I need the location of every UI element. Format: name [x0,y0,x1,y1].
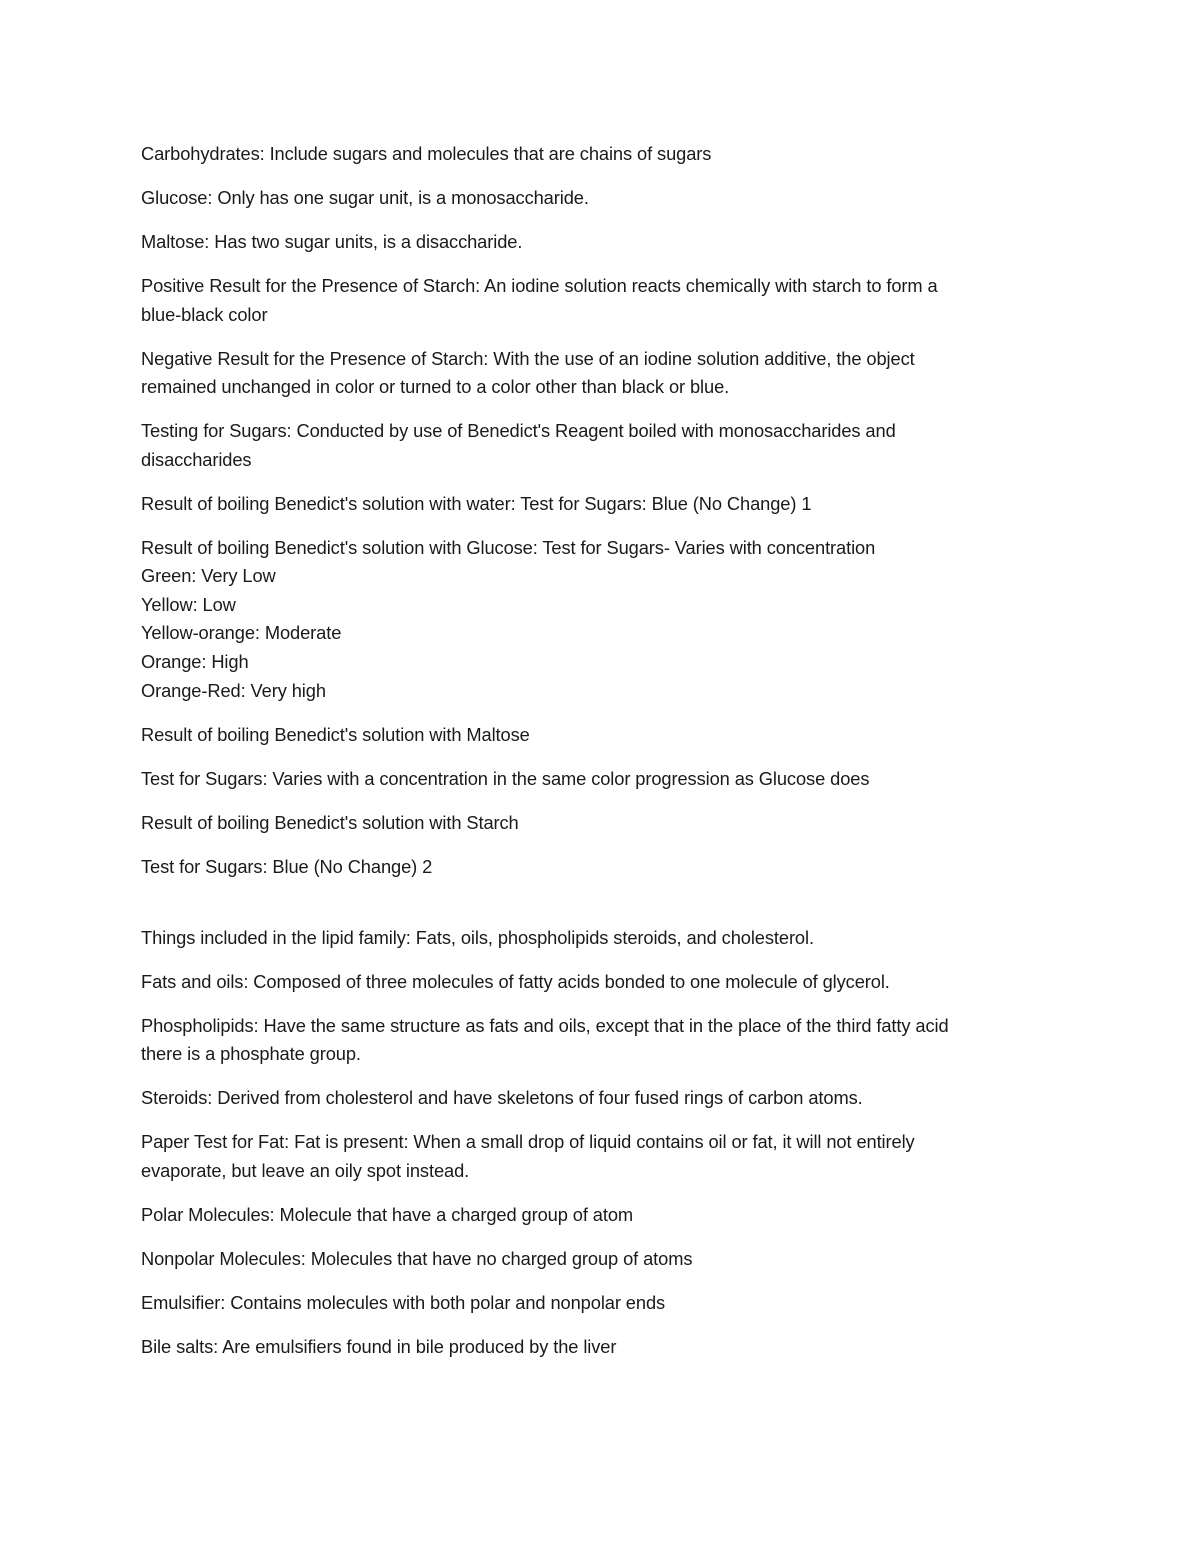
paragraph [141,1128,1041,1185]
paragraph [141,1289,1041,1318]
text-line: Result of boiling Benedict's solution with water: Test for Sugars: Blue (No Change) 1 [141,492,812,514]
paragraph [141,490,1041,519]
paragraph [141,1012,1041,1069]
text-line: Testing for Sugars: Conducted by use of Benedict's Reagent boiled with monosaccharides and [141,420,896,442]
text-line: Positive Result for the Presence of Starch: An iodine solution reacts chemically with starch to form a [141,274,938,296]
paragraph [141,809,1041,838]
section-lipids [141,924,1041,1362]
text-line: Things included in the lipid family: Fats, oils, phospholipids steroids, and cholesterol. [141,926,814,948]
section-gap [141,897,1041,924]
text-line: Nonpolar Molecules: Molecules that have no charged group of atoms [141,1247,693,1269]
text-line: Orange: High [141,651,249,673]
text-line: Yellow: Low [141,593,236,615]
paragraph [141,1333,1041,1362]
text-line: there is a phosphate group. [141,1043,361,1065]
paragraph [141,853,1041,882]
paragraph [141,272,1041,329]
paragraph [141,184,1041,213]
text-line: Negative Result for the Presence of Starch: With the use of an iodine solution additive, the object [141,347,915,369]
text-line: Polar Molecules: Molecule that have a charged group of atom [141,1203,634,1225]
text-line: remained unchanged in color or turned to a color other than black or blue. [141,376,730,398]
paragraph [141,140,1041,169]
text-line: Glucose: Only has one sugar unit, is a monosaccharide. [141,186,589,208]
text-line: blue-black color [141,303,268,325]
text-line: Yellow-orange: Moderate [141,622,342,644]
paragraph [141,534,1041,706]
text-line: Fats and oils: Composed of three molecules of fatty acids bonded to one molecule of glycerol. [141,970,890,992]
text-line: Steroids: Derived from cholesterol and have skeletons of four fused rings of carbon atoms. [141,1087,863,1109]
text-line: Result of boiling Benedict's solution with Glucose: Test for Sugars- Varies with concentration [141,536,876,558]
paragraph [141,1245,1041,1274]
paragraph [141,417,1041,474]
text-line: Orange-Red: Very high [141,679,326,701]
section-carbohydrates [141,140,1041,881]
text-line: Carbohydrates: Include sugars and molecules that are chains of sugars [141,143,712,164]
text-line: Paper Test for Fat: Fat is present: When a small drop of liquid contains oil or fat, it will not entirely [141,1131,915,1153]
text-line: Maltose: Has two sugar units, is a disaccharide. [141,230,523,252]
text-line: disaccharides [141,448,252,470]
paragraph [141,968,1041,997]
paragraph [141,721,1041,750]
text-line: Green: Very Low [141,565,276,587]
document-body [141,140,1041,1377]
text-line: Test for Sugars: Varies with a concentration in the same color progression as Glucose does [141,767,870,789]
text-line: Phospholipids: Have the same structure as fats and oils, except that in the place of the third fatty acid [141,1014,949,1036]
text-line: Emulsifier: Contains molecules with both polar and nonpolar ends [141,1291,666,1313]
paragraph [141,1201,1041,1230]
text-line: Result of boiling Benedict's solution with Starch [141,811,519,833]
paragraph [141,1084,1041,1113]
paragraph [141,228,1041,257]
text-line: evaporate, but leave an oily spot instead. [141,1159,470,1181]
text-line: Bile salts: Are emulsifiers found in bile produced by the liver [141,1335,617,1357]
paragraph [141,765,1041,794]
paragraph [141,345,1041,402]
text-line: Result of boiling Benedict's solution with Maltose [141,723,530,745]
paragraph [141,924,1041,953]
text-line: Test for Sugars: Blue (No Change) 2 [141,855,433,877]
